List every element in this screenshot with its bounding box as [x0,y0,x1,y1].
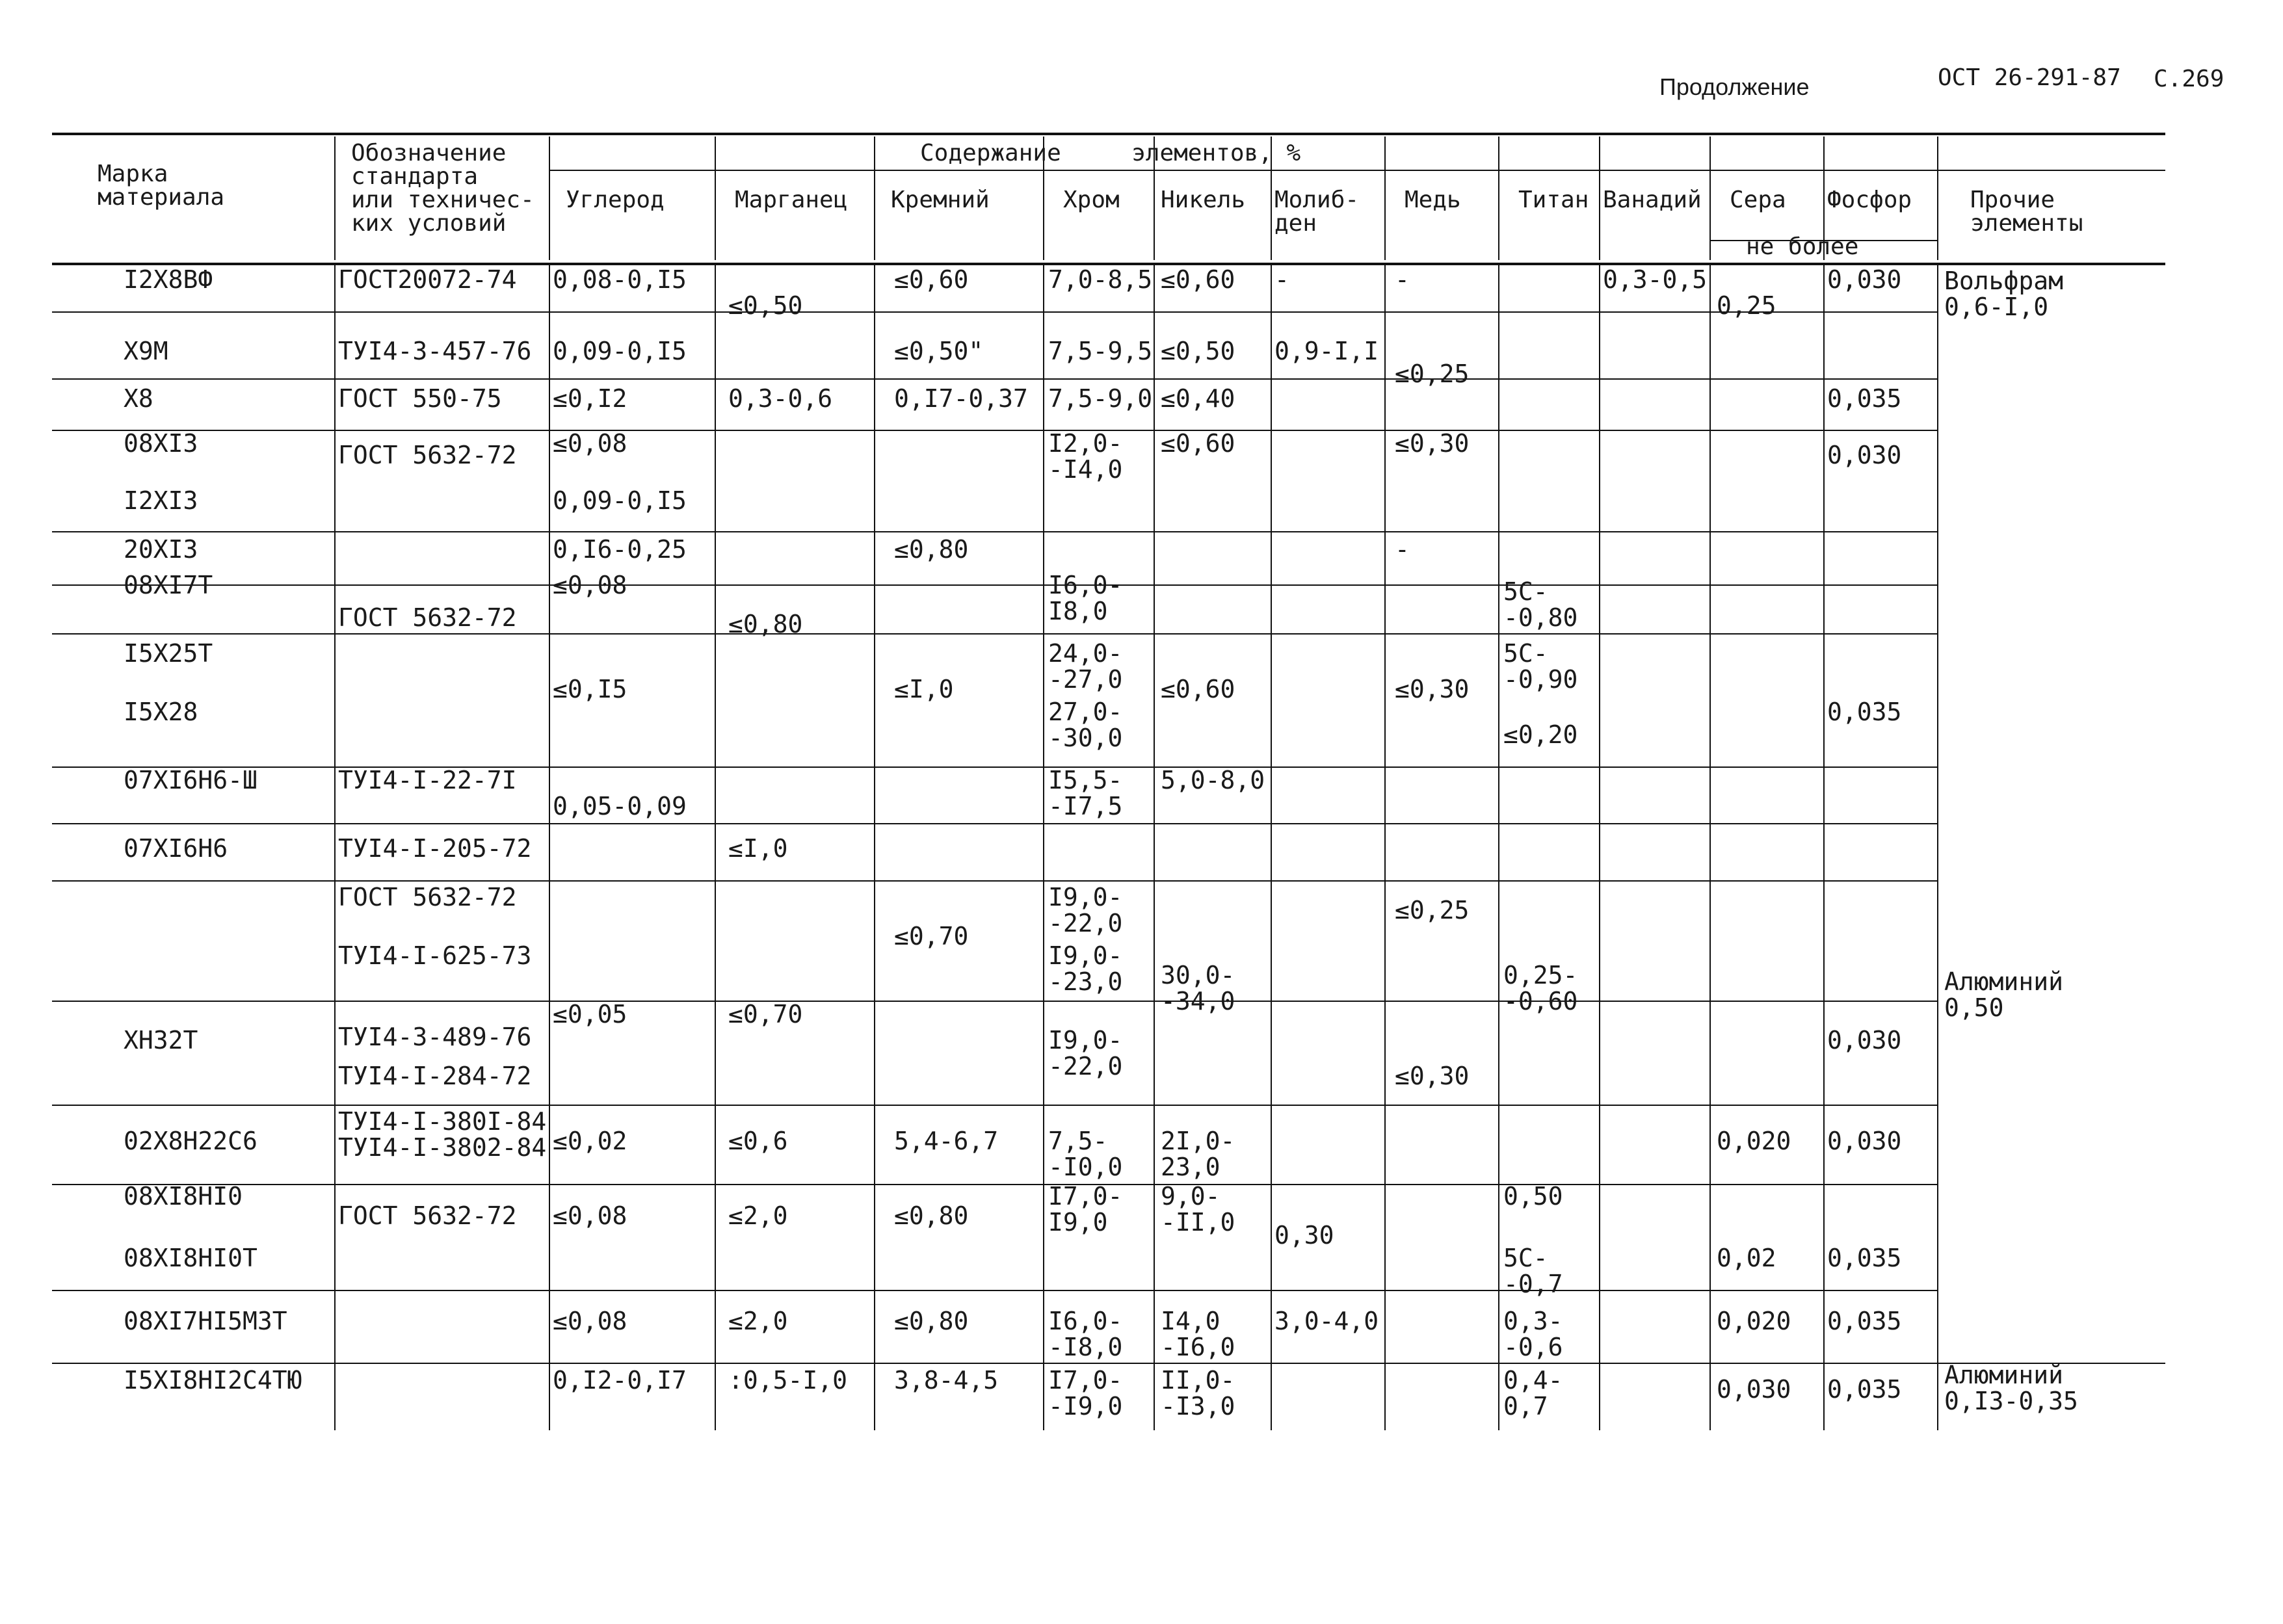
table-rule [52,823,1938,824]
silicon-value: 3,8-4,5 [894,1366,999,1395]
manganese-value: :0,5-I,0 [728,1366,848,1395]
titanium-value: 0,4- 0,7 [1503,1366,1563,1421]
phosphorus-value: 0,030 [1827,1026,1902,1054]
chromium-value: 27,0- -30,0 [1048,698,1123,752]
carbon-value: 0,I6-0,25 [553,535,687,564]
carbon-value: ≤0,05 [553,1000,627,1028]
nickel-value: I4,0 -I6,0 [1161,1307,1235,1361]
standard-designation: ТУI4-3-457-76 [338,337,532,365]
nickel-value: II,0- -I3,0 [1161,1366,1235,1421]
standard-designation: ГОСТ 5632-72 [338,1201,517,1230]
page-number: С.269 [2154,66,2224,92]
carbon-value: 0,09-0,I5 [553,337,687,365]
silicon-value: 0,I7-0,37 [894,384,1028,413]
phosphorus-value: 0,035 [1827,384,1902,413]
silicon-value: ≤0,80 [894,1201,969,1230]
material-mark: 08ХI7НI5М3Т [124,1307,287,1335]
table-rule [52,1105,1938,1106]
chromium-value: 7,5- -I0,0 [1048,1127,1123,1181]
material-mark: 20ХI3 [124,535,198,564]
standard-designation: ГОСТ 5632-72 [338,883,517,911]
manganese-value: ≤0,50 [728,291,803,320]
standard-designation: ТУI4-I-22-7I [338,766,517,794]
sulfur-value: 0,020 [1717,1307,1791,1335]
copper-value: ≤0,30 [1395,675,1470,703]
chromium-value: I9,0- -23,0 [1048,941,1123,996]
standard-designation: ГОСТ 5632-72 [338,441,517,469]
material-mark: 02Х8Н22С6 [124,1127,257,1155]
copper-value: ≤0,30 [1395,429,1470,458]
carbon-value: 0,I2-0,I7 [553,1366,687,1395]
standard-designation: ГОСТ 5632-72 [338,603,517,632]
nickel-value: ≤0,40 [1161,384,1235,413]
nickel-value: ≤0,50 [1161,337,1235,365]
carbon-value: ≤0,08 [553,1307,627,1335]
column-header: Кремний [891,187,990,213]
table-rule [1384,263,1386,1430]
molybdenum-value: - [1274,265,1289,294]
column-header: Молиб- ден [1274,187,1360,237]
table-rule [1498,263,1499,1430]
column-header: Обозначение стандарта или техничес- ких условий [351,140,534,237]
standard-designation: ТУI4-3-489-76 [338,1023,532,1051]
table-rule [1043,263,1044,1430]
chromium-value: I7,0- I9,0 [1048,1182,1123,1237]
material-mark: I5ХI8НI2С4ТЮ [124,1366,302,1395]
manganese-value: ≤2,0 [728,1307,788,1335]
chromium-value: 7,5-9,5 [1048,337,1153,365]
standard-designation: ТУI4-I-380I-84 ТУI4-I-3802-84 [338,1107,547,1162]
vanadium-value: 0,3-0,5 [1603,265,1708,294]
material-mark: 07ХI6Н6-Ш [124,766,257,794]
table-rule [52,633,1938,635]
sulfur-value: 0,030 [1717,1375,1791,1404]
titanium-value: 5С- -0,90 [1503,639,1578,694]
phosphorus-value: 0,030 [1827,1127,1902,1155]
table-rule [1384,137,1386,260]
chromium-value: I7,0- -I9,0 [1048,1366,1123,1421]
table-rule [715,263,716,1430]
manganese-value: ≤2,0 [728,1201,788,1230]
copper-value: ≤0,30 [1395,1062,1470,1090]
chromium-value: I5,5- -I7,5 [1048,766,1123,820]
sulfur-value: 0,25 [1717,291,1776,320]
material-mark: ХН32Т [124,1026,198,1054]
titanium-value: ≤0,20 [1503,720,1578,749]
continuation-label: Продолжение [1659,73,1810,100]
material-mark: Х9М [124,337,168,365]
carbon-value: 0,05-0,09 [553,792,687,820]
titanium-value: 5С- -0,7 [1503,1244,1563,1298]
phosphorus-value: 0,030 [1827,265,1902,294]
other-elements: Вольфрам 0,6-I,0 [1944,267,2064,321]
carbon-value: 0,08-0,I5 [553,265,687,294]
silicon-value: ≤0,70 [894,922,969,950]
table-rule [52,1001,1938,1002]
nickel-value: 2I,0- 23,0 [1161,1127,1235,1181]
chromium-value: I9,0- -22,0 [1048,1026,1123,1080]
molybdenum-value: 0,30 [1274,1221,1334,1250]
table-rule [52,766,1938,768]
material-mark: I5Х25Т [124,639,213,668]
silicon-value: ≤0,80 [894,535,969,564]
standard-designation: ТУI4-I-205-72 [338,834,532,863]
table-rule [52,1184,1938,1185]
column-header: Содержание элементов, % [920,140,1301,166]
silicon-value: ≤I,0 [894,675,954,703]
phosphorus-value: 0,035 [1827,1244,1902,1272]
column-header: не более [1746,233,1859,260]
nickel-value: 30,0- -34,0 [1161,961,1235,1015]
table-rule [1599,137,1600,260]
phosphorus-value: 0,035 [1827,1307,1902,1335]
table-rule [874,263,875,1430]
chromium-value: 7,0-8,5 [1048,265,1153,294]
standard-designation: ТУI4-I-625-73 [338,941,532,970]
carbon-value: 0,09-0,I5 [553,486,687,515]
table-rule [334,263,336,1430]
nickel-value: 9,0- -II,0 [1161,1182,1235,1237]
table-rule [715,137,716,260]
table-rule [549,137,550,260]
standard-number: ОСТ 26-291-87 [1938,64,2121,91]
material-mark: 08ХI7Т [124,571,213,599]
material-mark: 07ХI6Н6 [124,834,228,863]
carbon-value: ≤0,I2 [553,384,627,413]
table-rule [52,378,1938,380]
column-header: Углерод [566,187,665,213]
molybdenum-value: 0,9-I,I [1274,337,1379,365]
table-rule [1823,263,1825,1430]
nickel-value: ≤0,60 [1161,429,1235,458]
silicon-value: ≤0,60 [894,265,969,294]
material-mark: 08ХI8НI0 [124,1182,243,1211]
standard-designation: ГОСТ20072-74 [338,265,517,294]
manganese-value: ≤0,70 [728,1000,803,1028]
titanium-value: 0,50 [1503,1182,1563,1211]
column-header: Никель [1161,187,1246,213]
table-rule [1709,137,1711,260]
chromium-value: I9,0- -22,0 [1048,883,1123,937]
manganese-value: ≤0,80 [728,610,803,638]
material-mark: 08ХI3 [124,429,198,458]
carbon-value: ≤0,02 [553,1127,627,1155]
table-rule [1709,263,1711,1430]
material-mark: Х8 [124,384,153,413]
table-rule [549,263,550,1430]
table-rule [1599,263,1600,1430]
nickel-value: ≤0,60 [1161,265,1235,294]
table-rule [52,133,2165,135]
copper-value: - [1395,265,1410,294]
molybdenum-value: 3,0-4,0 [1274,1307,1379,1335]
column-header: Фосфор [1827,187,1912,213]
column-header: Ванадий [1603,187,1702,213]
column-header: Титан [1518,187,1589,213]
manganese-value: ≤0,6 [728,1127,788,1155]
table-rule [52,311,1938,313]
column-header: Марка материала [98,161,225,211]
table-rule [334,137,336,260]
sulfur-value: 0,020 [1717,1127,1791,1155]
table-rule [52,1363,1938,1364]
table-rule [1937,263,1938,1430]
chromium-value: I2,0- -I4,0 [1048,429,1123,484]
other-elements: Алюминий 0,I3-0,35 [1944,1361,2078,1415]
copper-value: ≤0,25 [1395,360,1470,388]
sulfur-value: 0,02 [1717,1244,1776,1272]
table-rule [549,170,2165,171]
table-rule [52,430,1938,431]
carbon-value: ≤0,I5 [553,675,627,703]
manganese-value: 0,3-0,6 [728,384,833,413]
silicon-value: ≤0,80 [894,1307,969,1335]
silicon-value: 5,4-6,7 [894,1127,999,1155]
column-header: Прочие элементы [1970,187,2083,237]
standard-designation: ТУI4-I-284-72 [338,1062,532,1090]
silicon-value: ≤0,50" [894,337,984,365]
chromium-value: I6,0- -I8,0 [1048,1307,1123,1361]
chromium-value: I6,0- I8,0 [1048,571,1123,625]
titanium-value: 0,25- -0,60 [1503,961,1578,1015]
material-mark: I2Х8ВФ [124,265,213,294]
table-rule [1154,263,1155,1430]
column-header: Сера [1730,187,1786,213]
column-header: Марганец [735,187,848,213]
titanium-value: 5С- -0,80 [1503,577,1578,632]
table-rule [52,531,1938,532]
phosphorus-value: 0,035 [1827,698,1902,726]
table-rule [52,1290,1938,1291]
nickel-value: 5,0-8,0 [1161,766,1265,794]
table-rule [1498,137,1499,260]
copper-value: - [1395,535,1410,564]
nickel-value: ≤0,60 [1161,675,1235,703]
table-rule [52,584,1938,586]
column-header: Медь [1405,187,1461,213]
titanium-value: 0,3- -0,6 [1503,1307,1563,1361]
copper-value: ≤0,25 [1395,896,1470,924]
material-mark: I5Х28 [124,698,198,726]
phosphorus-value: 0,030 [1827,441,1902,469]
carbon-value: ≤0,08 [553,429,627,458]
other-elements: Алюминий 0,50 [1944,967,2064,1022]
standard-designation: ГОСТ 550-75 [338,384,502,413]
column-header: Хром [1063,187,1120,213]
material-mark: I2ХI3 [124,486,198,515]
chromium-value: 24,0- -27,0 [1048,639,1123,694]
table-rule [52,880,1938,882]
phosphorus-value: 0,035 [1827,1375,1902,1404]
carbon-value: ≤0,08 [553,1201,627,1230]
material-mark: 08ХI8НI0Т [124,1244,257,1272]
table-rule [1271,263,1272,1430]
manganese-value: ≤I,0 [728,834,788,863]
carbon-value: ≤0,08 [553,571,627,599]
chromium-value: 7,5-9,0 [1048,384,1153,413]
table-rule [1937,137,1938,260]
table-rule [874,137,875,260]
